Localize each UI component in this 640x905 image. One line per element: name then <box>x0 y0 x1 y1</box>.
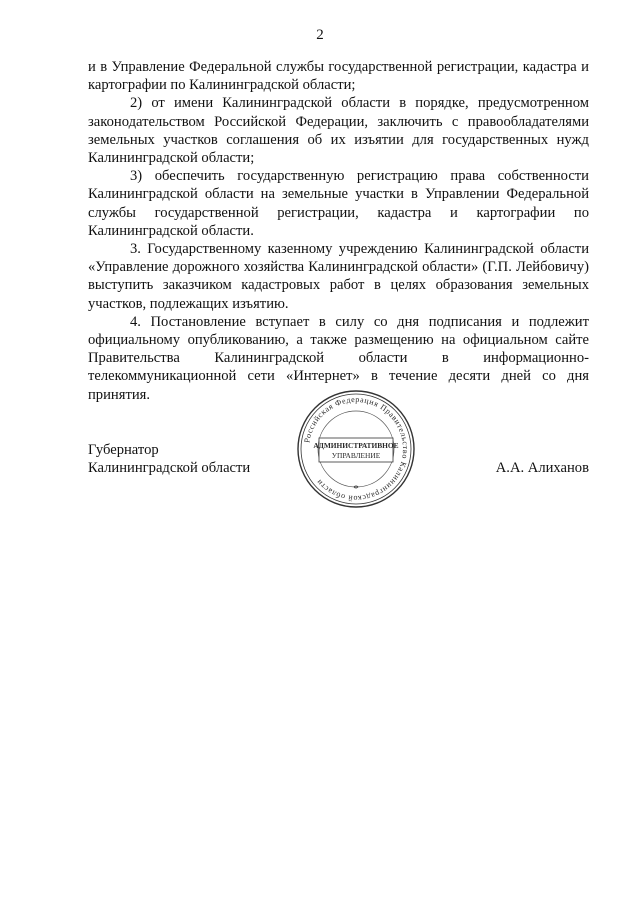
seal-center-line1: АДМИНИСТРАТИВНОЕ <box>313 441 399 450</box>
paragraph-continuation: и в Управление Федеральной службы государственной регистрации, кадастра и картографии по Калининградской области; <box>88 59 589 94</box>
signature-role-line1: Губернатор <box>88 442 159 458</box>
page-number: 2 <box>316 27 324 43</box>
seal-center-line2: УПРАВЛЕНИЕ <box>331 451 381 460</box>
document-body <box>88 58 589 404</box>
seal-ring-text: Российская Федерация Правительство Калининградской области <box>302 394 411 504</box>
signature-block <box>88 441 589 477</box>
signature-role-line2: Калининградской области <box>88 460 251 477</box>
signatory-name: А.А. Алиханов <box>495 460 589 477</box>
paragraph-item-3: 3) обеспечить государственную регистрацию права собственности Калининградской области на земельные участки в Управлении Федеральной службы государственной регистрации, кадастра и картографии по Калининградской области. <box>88 168 589 239</box>
paragraph-section-4: 4. Постановление вступает в силу со дня подписания и подлежит официальному опубликованию, а также размещению на официальном сайте Правительства Калининградской области в информационно-телекоммуникационной сети «Интернет» в течение десяти дней со дня принятия. <box>88 313 589 403</box>
paragraph-section-3: 3. Государственному казенному учреждению Калининградской области «Управление дорожного хозяйства Калининградской области» (Г.П. Лейбовичу) выступить заказчиком кадастровых работ в целях образования земельных участков, подлежащих изъятию. <box>88 241 589 312</box>
seal-star: * <box>353 483 359 495</box>
paragraph-item-2: 2) от имени Калининградской области в порядке, предусмотренном законодательством Российской Федерации, заключить с правообладателями земельных участков соглашения об их изъятии для государственных нужд Калининградской области; <box>88 95 589 167</box>
